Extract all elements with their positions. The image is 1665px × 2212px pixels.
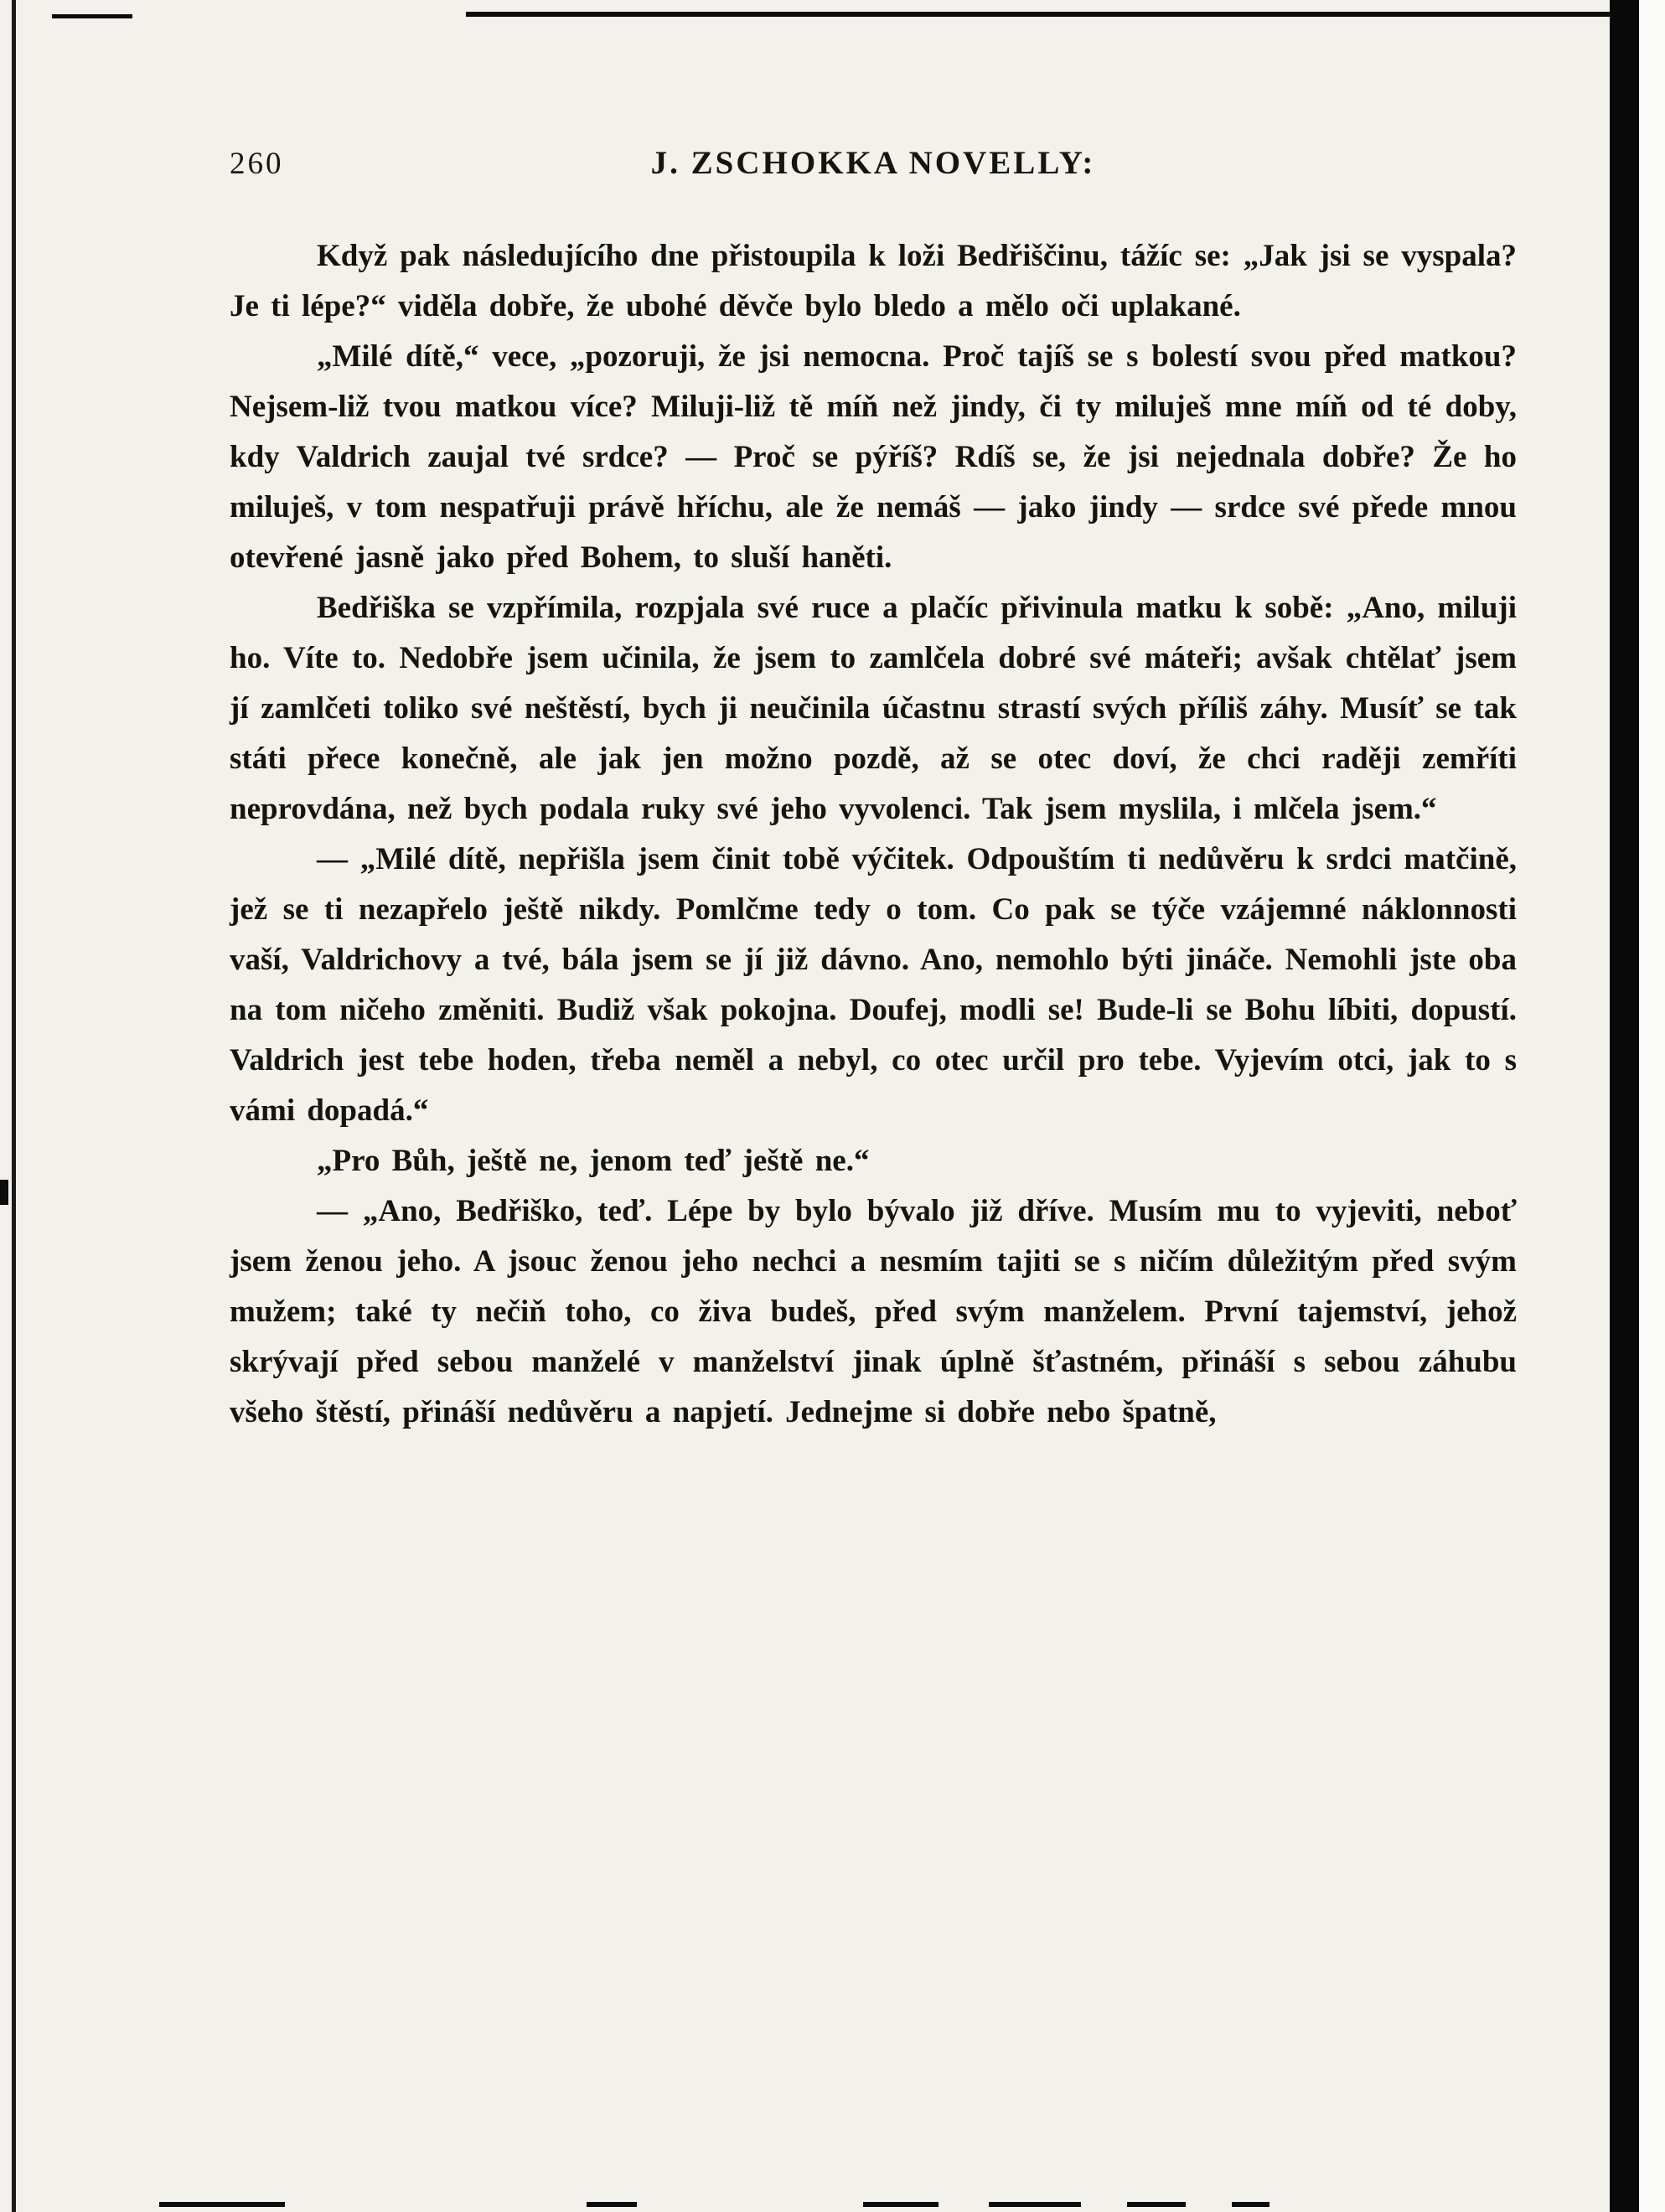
scan-edge-right-strip bbox=[1639, 0, 1665, 2212]
page-number: 260 bbox=[230, 147, 284, 181]
scan-mark-bottom bbox=[587, 2202, 637, 2207]
body-text bbox=[230, 231, 1517, 1438]
scan-mark-top-left bbox=[52, 14, 132, 18]
paragraph: — „Ano, Bedřiško, teď. Lépe by bylo bývalo již dříve. Musím mu to vyjeviti, neboť jsem ženou jeho. A jsouc ženou jeho nechci a nesmím tajiti se s ničím důležitým před svým mužem; také ty nečiň toho, co živa budeš, před svým manželem. První tajemství, jehož skrývají před sebou manželé v manželství jinak úplně šťastném, přináší s sebou záhubu všeho štěstí, přináší nedůvěru a napjetí. Jednejme si dobře nebo špatně, bbox=[230, 1194, 1517, 1429]
page-header bbox=[230, 144, 1517, 186]
scan-mark-bottom bbox=[1127, 2202, 1186, 2207]
paragraph: — „Milé dítě, nepřišla jsem činit tobě výčitek. Odpouštím ti nedůvěru k srdci matčině, jež se ti nezapřelo ještě nikdy. Pomlčme tedy o tom. Co pak se týče vzájemné náklonnosti vaší, Valdrichovy a tvé, bála jsem se jí již dávno. Ano, nemohlo býti jináče. Nemohli jste oba na tom ničeho změniti. Budiž však pokojna. Doufej, modli se! Bude-li se Bohu líbiti, dopustí. Valdrich jest tebe hoden, třeba neměl a nebyl, co otec určil pro tebe. Vyjevím otci, jak to s vámi dopadá.“ bbox=[230, 842, 1517, 1128]
scan-mark-top-rule bbox=[466, 12, 1612, 17]
scan-mark-left-notch bbox=[0, 1180, 8, 1205]
scan-edge-left-rule bbox=[12, 0, 16, 2212]
scan-mark-bottom bbox=[159, 2202, 285, 2207]
paragraph: „Milé dítě,“ vece, „pozoruji, že jsi nemocna. Proč tajíš se s bolestí svou před matkou? Nejsem-liž tvou matkou více? Miluji-liž tě míň než jindy, či ty miluješ mne míň od té doby, kdy Valdrich zaujal tvé srdce? — Proč se pýříš? Rdíš se, že jsi nejednala dobře? Že ho miluješ, v tom nespatřuji právě hříchu, ale že nemáš — jako jindy — srdce své přede mnou otevřené jasně jako před Bohem, to sluší haněti. bbox=[230, 339, 1517, 575]
scan-mark-bottom bbox=[863, 2202, 939, 2207]
running-header: J. ZSCHOKKA NOVELLY: bbox=[650, 145, 1096, 181]
paragraph: Když pak následujícího dne přistoupila k loži Bedřiščinu, tážíc se: „Jak jsi se vyspala? Je ti lépe?“ viděla dobře, že ubohé děvče bylo bledo a mělo oči uplakané. bbox=[230, 239, 1517, 323]
scan-mark-bottom bbox=[989, 2202, 1081, 2207]
paragraph: Bedřiška se vzpřímila, rozpjala své ruce a plačíc přivinula matku k sobě: „Ano, miluji ho. Víte to. Nedobře jsem učinila, že jsem to zamlčela dobré své máteři; avšak chtělať jsem jí zamlčeti toliko své neštěstí, bych ji neučinila účastnu strastí svých příliš záhy. Musíť se tak státi přece konečně, ale jak jen možno pozdě, až se otec doví, že chci raději zemříti neprovdána, než bych podala ruky své jeho vyvolenci. Tak jsem myslila, i mlčela jsem.“ bbox=[230, 591, 1517, 826]
paragraph: „Pro Bůh, ještě ne, jenom teď ještě ne.“ bbox=[317, 1144, 870, 1178]
scan-mark-bottom bbox=[1232, 2202, 1269, 2207]
scan-edge-right-bar bbox=[1610, 0, 1639, 2212]
